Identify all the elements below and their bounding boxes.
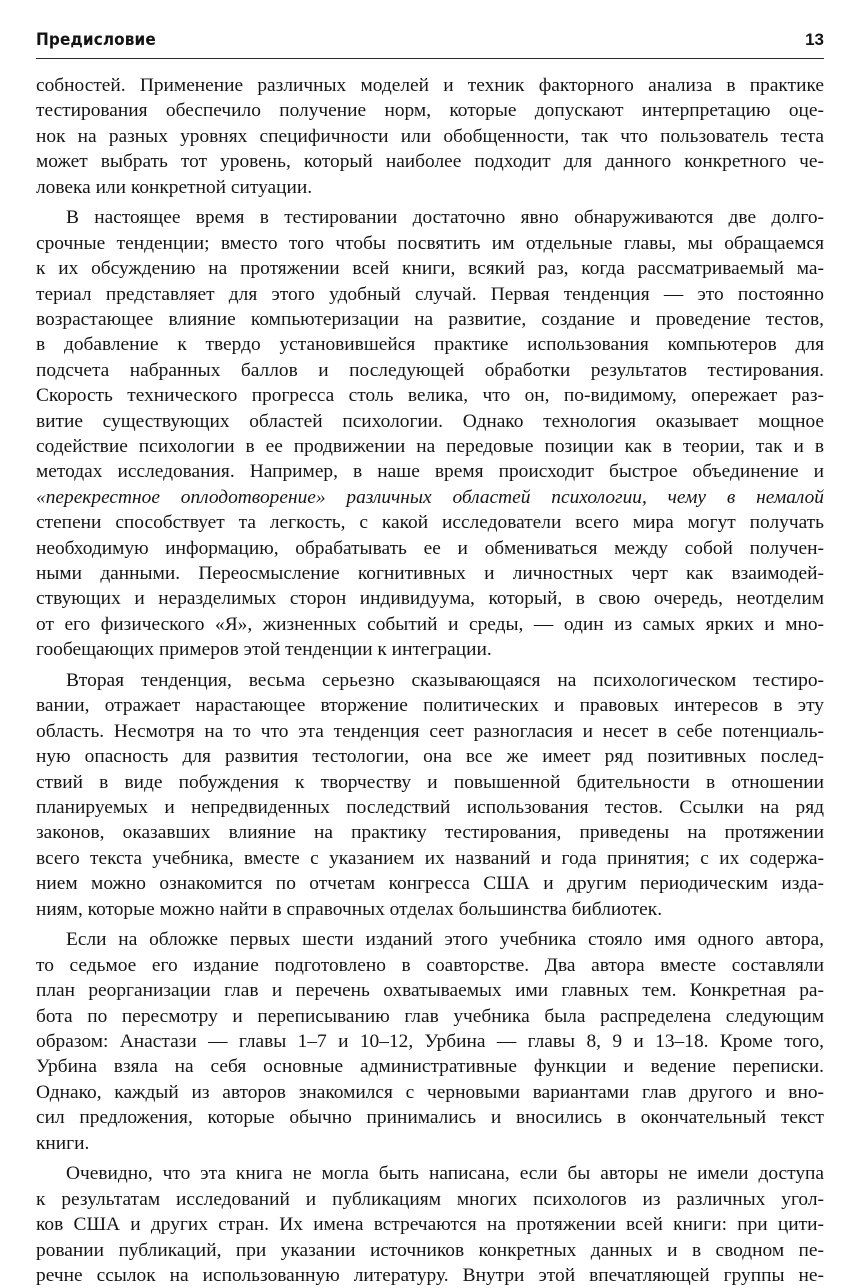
text-line: гообещающих примеров этой тенденции к интеграции.: [36, 639, 492, 661]
text-line: всего текста учебника, вместе с указанием их названий и года принятия; с их содержа-: [36, 847, 824, 869]
text-line: ков США и других стран. Их имена встречаются на протяжении всей книги: при цити-: [36, 1214, 824, 1236]
text-line: от его физического «Я», жизненных событий и среды, — один из самых ярких и мно-: [36, 613, 824, 635]
paragraph-3: [36, 668, 824, 922]
text-line: собностей. Применение различных моделей и техник факторного анализа в практике: [36, 75, 824, 96]
text-line: В настоящее время в тестировании достаточно явно обнаруживаются две долго-: [66, 207, 824, 229]
text-line: вании, отражает нарастающее вторжение политических и правовых интересов в эту: [36, 695, 824, 717]
text-line: Однако, каждый из авторов знакомился с черновыми вариантами глав другого и вно-: [36, 1081, 824, 1103]
header-rule: [36, 58, 824, 59]
paragraph-4: [36, 927, 824, 1156]
text-line: законов, оказавших влияние на практику тестирования, приведены на протяжении: [36, 822, 824, 844]
text-line: книги.: [36, 1132, 90, 1154]
text-line: планируемых и непредвиденных последствий использования тестов. Ссылки на ряд: [36, 796, 824, 818]
text-line: Скорость технического прогресса столь велика, что он, по-видимому, опережает раз-: [36, 385, 824, 407]
text-line: Вторая тенденция, весьма серьезно сказывающаяся на психологическом тестиро-: [66, 669, 824, 691]
text-line: ловека или конкретной ситуации.: [36, 176, 313, 198]
page-number: 13: [805, 30, 824, 49]
text-line: сил предложения, которые обычно принимались и вносились в окончательный текст: [36, 1107, 824, 1129]
section-title: Предисловие: [36, 30, 156, 50]
text-line: может выбрать тот уровень, который наиболее подходит для данного конкретного че-: [36, 151, 824, 173]
text-line: необходимую информацию, обрабатывать ее и обмениваться между собой получен-: [36, 537, 824, 559]
text-line: возрастающее влияние компьютеризации на развитие, создание и проведение тестов,: [36, 309, 824, 331]
text-line: нием можно ознакомится по отчетам конгресса США и другим периодическим изда-: [36, 873, 824, 895]
text-line: содействие психологии в ее продвижении на передовые позиции как в теории, так и в: [36, 435, 824, 457]
text-line-italic: «перекрестное оплодотворение» различных областей психологии, чему в немалой: [36, 486, 824, 508]
text-line: речне ссылок на использованную литературу. Внутри этой впечатляющей группы не-: [36, 1264, 824, 1286]
text-line: подсчета набранных баллов и последующей обработки результатов тестирования.: [36, 359, 824, 381]
text-line: к их обсуждению на протяжении всей книги, всякий раз, когда рассматриваемый ма-: [36, 258, 824, 280]
paragraph-1: [36, 73, 824, 200]
text-line: витие существующих областей психологии. Однако технология оказывает мощное: [36, 410, 824, 432]
text-line: Если на обложке первых шести изданий этого учебника стояло имя одного автора,: [66, 929, 824, 951]
text-line: ровании публикаций, при указании источников конкретных данных и в сводном пе-: [36, 1239, 824, 1261]
text-line: образом: Анастази — главы 1–7 и 10–12, Урбина — главы 8, 9 и 13–18. Кроме того,: [36, 1030, 824, 1052]
text-line: план реорганизации глав и перечень охватываемых ими главных тем. Конкретная ра-: [36, 980, 824, 1002]
text-line: ствий в виде побуждения к творчеству и повышенной бдительности в отношении: [36, 771, 824, 793]
text-line: степени способствует та легкость, с какой исследователи всего мира могут получать: [36, 512, 824, 534]
text-line: бота по пересмотру и переписыванию глав учебника была распределена следующим: [36, 1005, 824, 1027]
text-line: ную опасность для развития тестологии, она все же имеет ряд позитивных послед-: [36, 746, 824, 768]
running-head: [36, 30, 824, 60]
text-line: Очевидно, что эта книга не могла быть написана, если бы авторы не имели доступа: [66, 1163, 824, 1185]
text-line: срочные тенденции; вместо того чтобы посвятить им отдельные главы, мы обращаемся: [36, 232, 824, 254]
text-line: в добавление к твердо установившейся практике использования компьютеров для: [36, 334, 824, 356]
text-line: тестирования обеспечило получение норм, которые допускают интерпретацию оце-: [36, 100, 824, 122]
text-line: Урбина взяла на себя основные административные функции и ведение переписки.: [36, 1056, 824, 1078]
paragraph-5: [36, 1161, 824, 1288]
text-line: методах исследования. Например, в наше время происходит быстрое объединение и: [36, 461, 824, 483]
text-line: ниям, которые можно найти в справочных отделах большинства библиотек.: [36, 898, 663, 920]
text-line: область. Несмотря на то что эта тенденция сеет разногласия и несет в себе потенциаль-: [36, 720, 824, 742]
text-line: териал представляет для этого удобный случай. Первая тенденция — это постоянно: [36, 283, 824, 305]
body-text: [36, 73, 824, 1288]
text-line: ствующих и неразделимых сторон индивидуума, который, в свою очередь, неотделим: [36, 588, 824, 610]
text-line: нок на разных уровнях специфичности или обобщенности, так что пользователь теста: [36, 125, 824, 147]
text-line: то седьмое его издание подготовлено в соавторстве. Два автора вместе составляли: [36, 954, 824, 976]
paragraph-2: [36, 205, 824, 662]
text-line: ными данными. Переосмысление когнитивных и личностных черт как взаимодей-: [36, 562, 824, 584]
text-line: к результатам исследований и публикациям многих психологов из различных угол-: [36, 1188, 824, 1210]
